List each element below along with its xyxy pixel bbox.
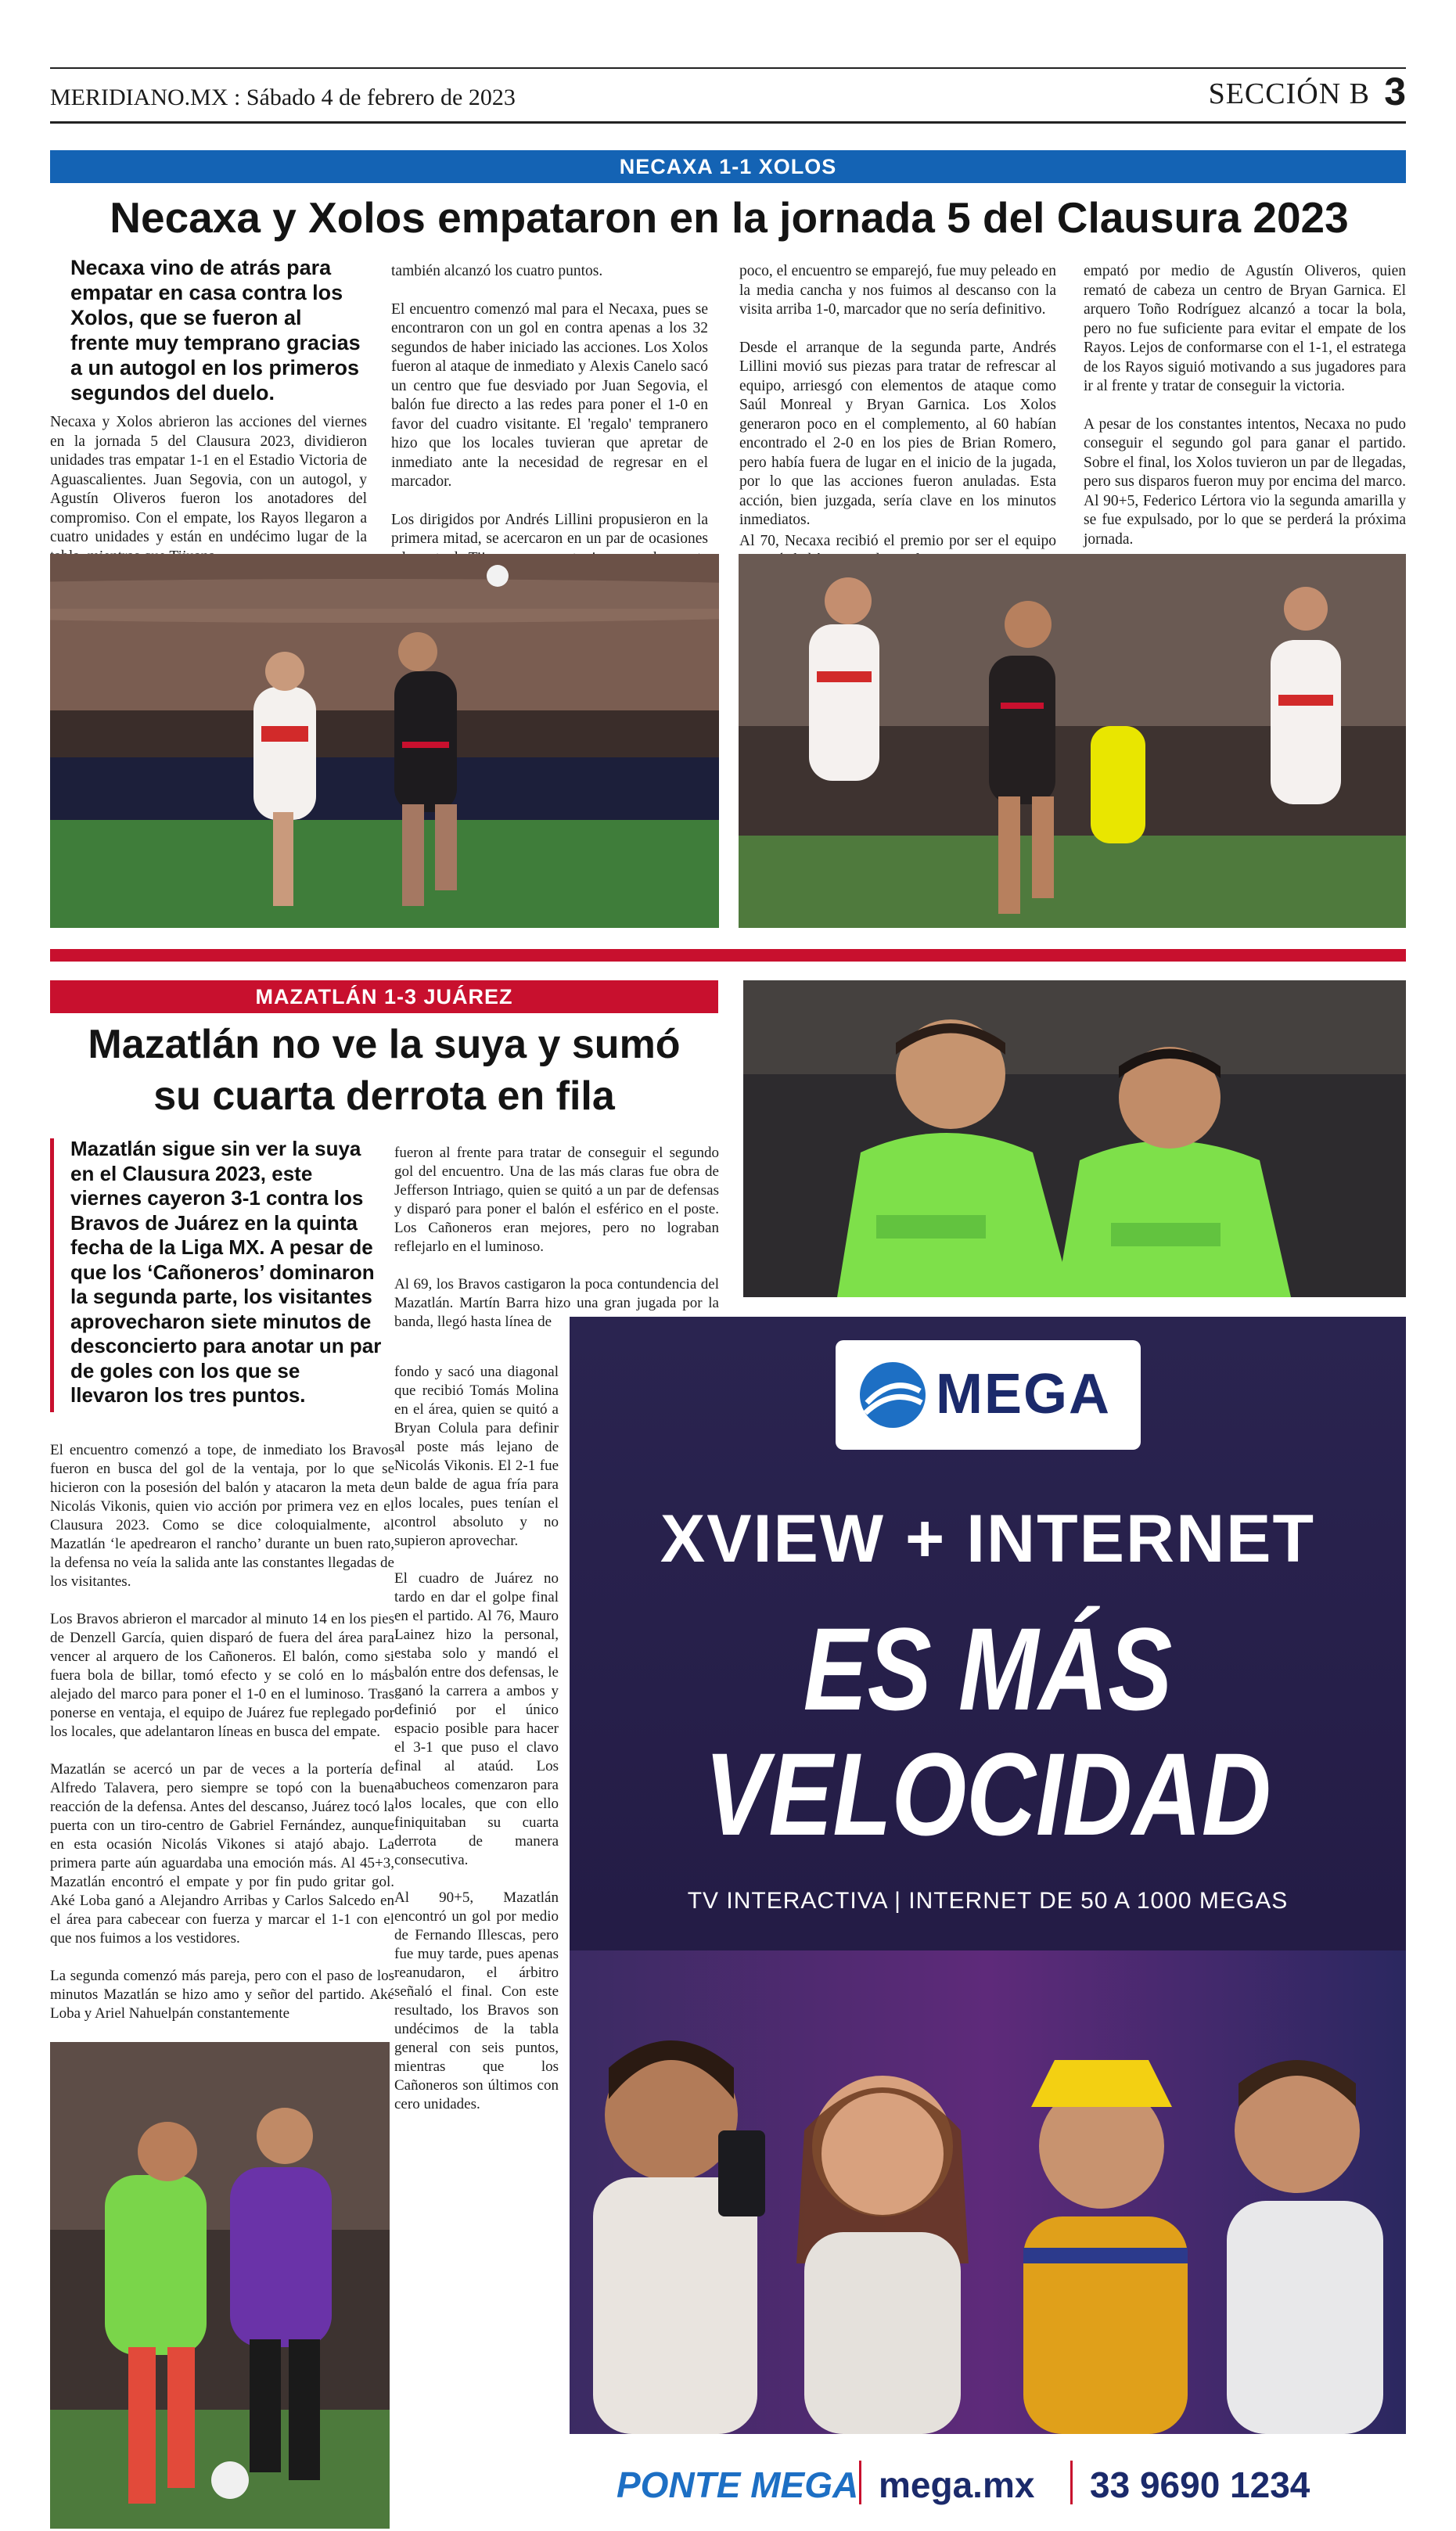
header-rule xyxy=(50,121,1406,124)
mega-advertisement[interactable] xyxy=(570,1317,1406,2434)
ad-tagline: TV INTERACTIVA | INTERNET DE 50 A 1000 MEGAS xyxy=(687,1888,1289,1914)
mega-globe-icon xyxy=(857,1360,928,1430)
paragraph: A pesar de los constantes intentos, Necaxa no pudo conseguir el segundo gol para ganar el partido. Sobre el final, los Xolos tuvieron un par de llegadas, pero sus disparos fueron muy por encima del marco. Al 90+5, Federico Lértora vio la segunda amarilla y se fue expulsado, por lo que se perderá la próxima jornada. xyxy=(1084,415,1406,548)
ad-product-line: XVIEW + INTERNET xyxy=(660,1501,1316,1576)
paragraph: fueron al frente para tratar de conseguir el segundo gol del encuentro. Una de las más claras fue obra de Jefferson Intriago, quien se quitó a un par de defensas y disparó para poner el balón el esférico en el poste. Los Cañoneros eran mejores, pero no lograban reflejarlo en el luminoso. xyxy=(394,1145,719,1255)
story2-column-2 xyxy=(394,1144,719,1332)
mega-brand-text: MEGA xyxy=(936,1363,1111,1425)
paragraph: empató por medio de Agustín Oliveros, quien remató de cabeza un centro de Bryan Garnica. El arquero Toño Rodríguez alcanzó a tocar la bola, pero no fue suficiente para evitar el empate de los Rayos. Lejos de conformarse con el 1-1, el estratega de los Rayos siguió motivando a sus jugadores para ir al frente y tratar de conseguir la victoria. xyxy=(1084,263,1406,394)
story1-headline: Necaxa y Xolos empataron en la jornada 5 del Clausura 2023 xyxy=(110,193,1349,242)
necaxa-xolos-photo-1 xyxy=(50,554,719,928)
paragraph: Mazatlán se acercó un par de veces a la portería de Alfredo Talavera, pero siempre se topó con la buena reacción de la defensa. Antes del descanso, Juárez tocó la puerta con un tiro-centro de Gabriel Fernández, aunque en esta ocasión Nicolás Vikones si atajó abajo. La primera parte aún aguardaba una emoción más. Al 45+3, Mazatlán encontró el empate y por fin pudo gritar gol. Aké Loba ganó a Alejandro Arribas y Carlos Salcedo en el área para cabecear con fuerza y marcar el 1-1 con el que nos fuimos a los vestidores. xyxy=(50,1761,394,1947)
story2-topic-bar: MAZATLÁN 1-3 JUÁREZ xyxy=(50,980,718,1013)
ad-footer-divider xyxy=(1070,2461,1073,2504)
paragraph: Los dirigidos por Andrés Lillini propusieron en la primera mitad, se acercaron en un par de ocasiones xyxy=(391,511,708,547)
necaxa-xolos-photo-2 xyxy=(739,554,1406,928)
story2-column-2-narrow xyxy=(394,1363,559,2133)
paragraph: Al 70, Necaxa recibió el premio por ser el equipo xyxy=(739,532,1056,549)
paragraph: Al 90+5, Mazatlán encontró un gol por medio de Fernando Illescas, pero fue muy tarde, pues apenas reanudaron, el árbitro señaló el final. Con este resultado, los Bravos son undécimos de la tabla general con seis puntos, mientras que los Cañoneros son últimos con cero unidades. xyxy=(394,1889,559,2112)
page-number: 3 xyxy=(1384,70,1406,113)
ad-url[interactable]: mega.mx xyxy=(879,2464,1035,2505)
masthead-date: MERIDIANO.MX : Sábado 4 de febrero de 2023 xyxy=(50,84,516,110)
mazatlan-juarez-action-photo xyxy=(50,2042,390,2529)
paragraph: también alcanzó los cuatro puntos. xyxy=(391,263,603,279)
paragraph: Al 69, los Bravos castigaron la poca contundencia del Mazatlán. Martín Barra hizo una gran jugada por la banda, llegó hasta línea de xyxy=(394,1276,719,1330)
ad-phone[interactable]: 33 9690 1234 xyxy=(1090,2464,1310,2505)
story1-lead: Necaxa vino de atrás para empatar en casa contra los Xolos, que se fueron al frente muy temprano gracias a un autogol en los primeros segundos del duelo. xyxy=(70,256,361,404)
ad-footer-divider xyxy=(859,2461,861,2504)
ad-headline-1: ES MÁS xyxy=(803,1603,1173,1735)
story1-topic-bar: NECAXA 1-1 XOLOS xyxy=(50,150,1406,183)
juarez-players-celebrating-photo xyxy=(743,980,1406,1297)
ad-cta: PONTE MEGA xyxy=(617,2464,859,2505)
mega-logo xyxy=(836,1340,1141,1450)
paragraph: El encuentro comenzó mal para el Necaxa, pues se encontraron con un gol en contra apenas a los 32 segundos de haber iniciado las acciones. Los Xolos fueron al ataque de inmediato y Alexis Canelo sacó un centro que fue desviado por Juan Segovia, el balón fue directo a las redes para poner el 1-0 en favor del cuadro visitante. El 'regalo' tempranero hizo que los locales tuvieran que apretar de inmediato ante la necesidad de regresar en el marcador. xyxy=(391,300,708,490)
story2-lead: Mazatlán sigue sin ver la suya en el Clausura 2023, este viernes cayeron 3-1 contra los Bravos de Juárez en la quinta fecha de la Liga MX. A pesar de que los ‘Cañoneros’ dominaron la segunda parte, los visitantes aprovecharon siete minutos de desconcierto para anotar un par de goles con los que se llevaron los tres puntos. xyxy=(70,1137,382,1407)
paragraph: Necaxa y Xolos abrieron las acciones del viernes en la jornada 5 del Clausura 2023, dividieron unidades tras empatar 1-1 en el Estadio Victoria de Aguascalientes. Juan Segovia, con un autogol, y Agustín Oliveros fueron los anotadores del compromiso. Con el empate, los Rayos llegaron a cuatro unidades y están en undécimo lugar de la xyxy=(50,414,367,545)
paragraph: El encuentro comenzó a tope, de inmediato los Bravos fueron en busca del gol de la ventaja, por lo que se hicieron con la posesión del balón y atacaron la meta de Nicolás Vikonis, quien vio acción por primera vez en el Clausura 2023. Como se dice coloquialmente, al Mazatlán ‘le apedrearon el rancho’ durante un buen rato, la defensa no veía la salida ante las constantes llegadas de los visitantes. xyxy=(50,1442,394,1590)
paragraph: La segunda comenzó más pareja, pero con el paso de los minutos Mazatlán se hizo amo y señor del partido. Aké Loba y Ariel Nahuelpán constantemente xyxy=(50,1968,394,2022)
paragraph: Desde el arranque de la segunda parte, Andrés Lillini movió sus piezas para tratar de refrescar al equipo, arriesgó con elementos de ataque como Saúl Monreal y Bryan Garnica. Los Xolos generaron poco en el complemento, al 60 habían encontrado el 2-0 en los pies de Brian Romero, pero había fuera de lugar en el inicio de la jugada, por lo que las acciones fueron anuladas. Esta acción, bien juzgada, sería clave en los minutos inmediatos. xyxy=(739,339,1056,528)
ad-headline-2: VELOCIDAD xyxy=(704,1728,1271,1860)
paragraph: Los Bravos abrieron el marcador al minuto 14 en los pies de Denzell García, quien disparó de fuera del área para vencer al arquero de los Cañoneros. El balón, como si fuera bola de billar, tomó efecto y se coló en lo más alejado del marco para poner el 1-0 en el luminoso. Tras ponerse en ventaja, el equipo de Juárez fue replegado por los locales, que adelantaron líneas en busca del empate. xyxy=(50,1611,394,1740)
section-divider xyxy=(50,949,1406,962)
story1-column-4 xyxy=(1084,262,1406,568)
paragraph: poco, el encuentro se emparejó, fue muy peleado en la media cancha y nos fuimos al descanso con la visita arriba 1-0, marcador que no sería definitivo. xyxy=(739,263,1056,318)
story1-column-3 xyxy=(739,262,1056,589)
ad-footer[interactable] xyxy=(570,2434,1406,2531)
paragraph: El cuadro de Juárez no tardo en dar el golpe final en el partido. Al 76, Mauro Lainez hizo la personal, estaba solo y mandó el balón entre dos defensas, le ganó la carrera a ambos y definió por el único espacio posible para hacer el 3-1 que puso el clavo final al ataúd. Los abucheos comenzaron para los locales, que con ello finiquitaban su cuarta derrota de manera consecutiva. xyxy=(394,1570,559,1868)
header-top-rule xyxy=(50,67,1406,69)
story2-column-1 xyxy=(50,1441,394,2042)
ad-people-photo xyxy=(570,1950,1406,2434)
section-label: SECCIÓN B xyxy=(1208,77,1370,110)
lead-accent-rule xyxy=(50,1138,54,1412)
headline-line-1: Mazatlán no ve la suya y sumó xyxy=(88,1022,681,1067)
paragraph: fondo y sacó una diagonal que recibió Tomás Molina en el área, quien se quitó a Bryan Colula para definir al poste más lejano de Nicolás Vikonis. El 2-1 fue un balde de agua fría para los locales, pues tenían el control absoluto y no supieron aprovechar. xyxy=(394,1364,559,1549)
story2-headline xyxy=(50,1019,718,1122)
headline-line-2: su cuarta derrota en fila xyxy=(153,1073,615,1119)
